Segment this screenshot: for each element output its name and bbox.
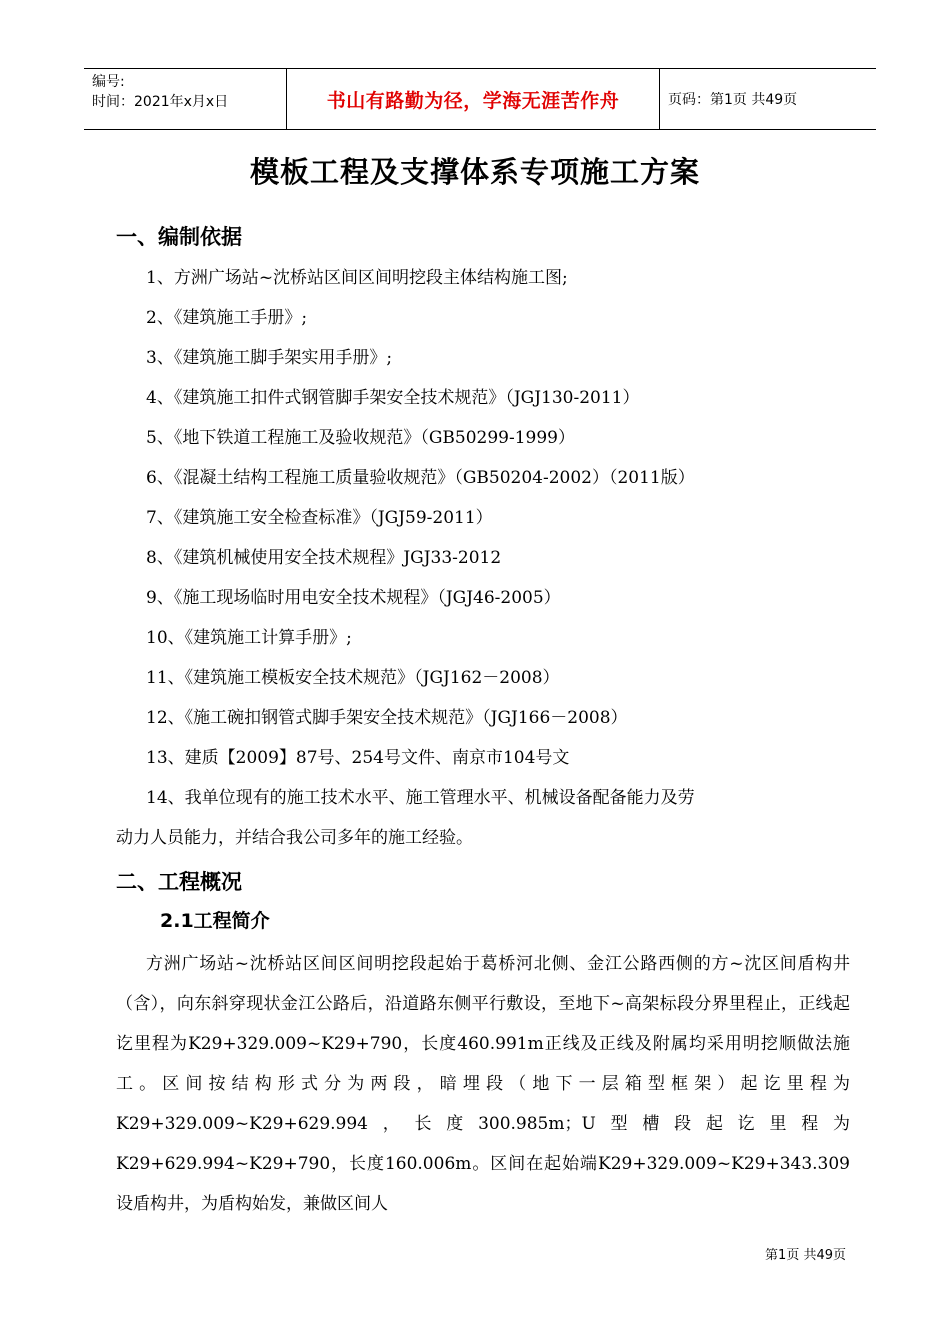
list-item: 6、《混凝土结构工程施工质量验收规范》（GB50204-2002）（2011版）	[146, 468, 695, 488]
list-item-continuation: 动力人员能力，并结合我公司多年的施工经验。	[116, 828, 473, 848]
list-item: 3、《建筑施工脚手架实用手册》;	[146, 348, 393, 368]
list-item: 13、建质【2009】87号、254号文件、南京市104号文	[146, 748, 570, 768]
list-item: 10、《建筑施工计算手册》;	[146, 628, 352, 648]
page-footer: 第1页 共49页	[765, 1248, 846, 1263]
header-motto-cell	[286, 69, 660, 129]
section-heading-overview: 二、工程概况	[116, 870, 242, 894]
list-item: 12、《施工碗扣钢管式脚手架安全技术规范》（JGJ166－2008）	[146, 708, 628, 728]
list-item: 4、《建筑施工扣件式钢管脚手架安全技术规范》（JGJ130-2011）	[146, 388, 640, 408]
list-item: 8、《建筑机械使用安全技术规程》JGJ33-2012	[146, 548, 502, 568]
number-label: 编号:	[92, 74, 125, 90]
list-item: 5、《地下铁道工程施工及验收规范》（GB50299-1999）	[146, 428, 575, 448]
list-item: 14、我单位现有的施工技术水平、施工管理水平、机械设备配备能力及劳	[146, 788, 695, 808]
list-item: 2、《建筑施工手册》;	[146, 308, 308, 328]
document-header	[84, 68, 876, 130]
section-heading-basis: 一、编制依据	[116, 225, 242, 249]
time-label: 时间：2021年x月x日	[92, 94, 229, 110]
intro-paragraph: 方洲广场站~沈桥站区间区间明挖段起始于葛桥河北侧、金江公路西侧的方~沈区间盾构井（含），向东斜穿现状金江公路后，沿道路东侧平行敷设，至地下~高架标段分界里程止，正线起讫里程为K29+329.009~K29+790，长度460.991m正线及正线及附属均采用明挖顺做法施工。区间按结构形式分为两段，暗埋段（地下一层箱型框架）起讫里程为K29+329.009~K29+629.994，长度300.985m；U型槽段起讫里程为K29+629.994~K29+790，长度160.006m。区间在起始端K29+329.009~K29+343.309设盾构井，为盾构始发，兼做区间人	[116, 954, 850, 1214]
subsection-heading-intro: 2.1工程简介	[160, 910, 270, 932]
document-title: 模板工程及支撑体系专项施工方案	[249, 155, 700, 189]
list-item: 1、方洲广场站~沈桥站区间区间明挖段主体结构施工图;	[146, 268, 568, 288]
reference-list	[146, 258, 866, 818]
header-meta	[84, 69, 286, 129]
list-item: 7、《建筑施工安全检查标准》（JGJ59-2011）	[146, 508, 493, 528]
list-item: 11、《建筑施工模板安全技术规范》（JGJ162－2008）	[146, 668, 560, 688]
header-motto: 书山有路勤为径，学海无涯苦作舟	[326, 89, 620, 112]
list-item: 9、《施工现场临时用电安全技术规程》（JGJ46-2005）	[146, 588, 561, 608]
header-page-label: 页码：第1页 共49页	[668, 92, 798, 108]
